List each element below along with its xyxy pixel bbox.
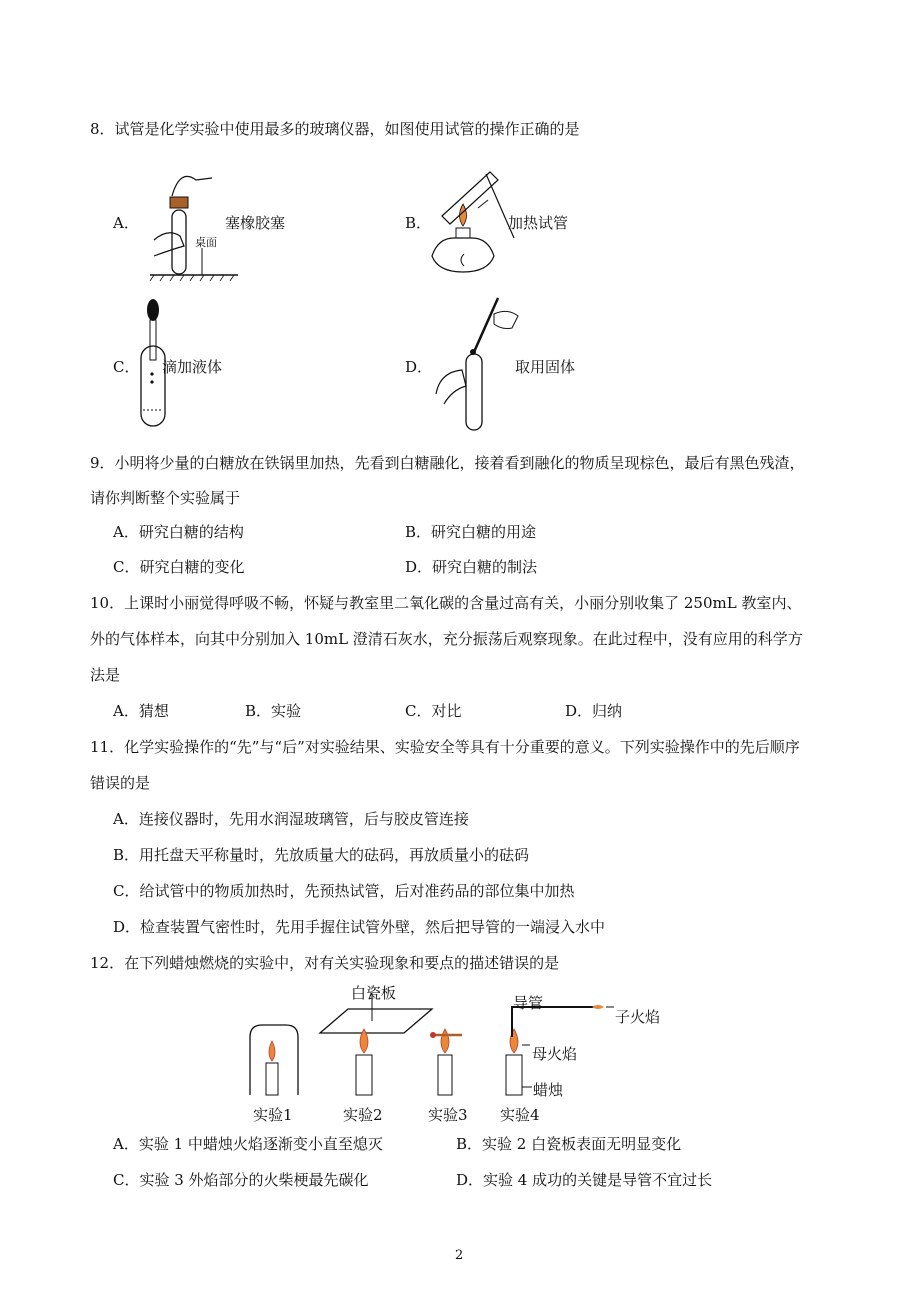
q12-label-candle: 蜡烛: [533, 1081, 564, 1099]
q11-option-a[interactable]: A．连接仪器时，先用水润湿玻璃管，后与胶皮管连接: [113, 810, 469, 828]
q12-label-tube: 导管: [513, 994, 544, 1012]
q11-option-b[interactable]: B．用托盘天平称量时，先放质量大的砝码，再放质量小的砝码: [113, 846, 530, 864]
q8-option-a-letter[interactable]: A．: [113, 214, 139, 232]
q11-stem-line2: 错误的是: [90, 774, 151, 792]
q12-label-mother-flame: 母火焰: [532, 1045, 578, 1063]
q10-stem-line1: 10．上课时小丽觉得呼吸不畅，怀疑与教室里二氧化碳的含量过高有关，小丽分别收集了 250mL 教室内、: [90, 594, 802, 612]
q8-figure-c-dropper: [138, 298, 168, 430]
q12-option-d[interactable]: D．实验 4 成功的关键是导管不宜过长: [456, 1171, 713, 1189]
q10-option-d[interactable]: D．归纳: [565, 702, 623, 720]
q9-option-d[interactable]: D．研究白糖的制法: [405, 558, 538, 576]
q12-stem: 12．在下列蜡烛燃烧的实验中，对有关实验现象和要点的描述错误的是: [90, 954, 560, 972]
q10-option-a[interactable]: A．猜想: [113, 702, 169, 720]
q8-option-c-caption: 滴加液体: [162, 358, 223, 376]
q12-label-exp1: 实验1: [253, 1106, 293, 1124]
q10-stem-line2: 外的气体样本，向其中分别加入 10mL 澄清石灰水，充分振荡后观察现象。在此过程中，没有应用的科学方: [90, 630, 803, 648]
q12-option-a[interactable]: A．实验 1 中蜡烛火焰逐渐变小直至熄灭: [113, 1135, 383, 1153]
q9-stem-line2: 请你判断整个实验属于: [90, 489, 241, 507]
q9-option-a[interactable]: A．研究白糖的结构: [113, 523, 244, 541]
q11-option-c[interactable]: C．给试管中的物质加热时，先预热试管，后对准药品的部位集中加热: [113, 882, 575, 900]
q8-option-d-caption: 取用固体: [515, 358, 576, 376]
q8-option-b-caption: 加热试管: [508, 214, 569, 232]
q8-figure-b-heating: [428, 168, 518, 280]
q12-option-b[interactable]: B．实验 2 白瓷板表面无明显变化: [456, 1135, 682, 1153]
q10-option-c[interactable]: C．对比: [405, 702, 462, 720]
q12-label-exp2: 实验2: [343, 1106, 383, 1124]
q12-label-child-flame: 子火焰: [615, 1008, 661, 1026]
q8-option-a-desk-label: 桌面: [195, 236, 217, 249]
q8-option-b-letter[interactable]: B．: [405, 214, 432, 232]
q12-label-exp4: 实验4: [500, 1106, 540, 1124]
q9-option-b[interactable]: B．研究白糖的用途: [405, 523, 537, 541]
q10-option-b[interactable]: B．实验: [245, 702, 302, 720]
q8-option-d-letter[interactable]: D．: [405, 358, 433, 376]
q9-stem-line1: 9．小明将少量的白糖放在铁锅里加热，先看到白糖融化，接着看到融化的物质呈现棕色，最后有黑色残渣，: [90, 454, 805, 472]
q12-option-c[interactable]: C．实验 3 外焰部分的火柴梗最先碳化: [113, 1171, 369, 1189]
q10-stem-line3: 法是: [90, 666, 121, 684]
page-number: 2: [455, 1248, 464, 1263]
q11-option-d[interactable]: D．检查装置气密性时，先用手握住试管外壁，然后把导管的一端浸入水中: [113, 918, 606, 936]
q8-option-a-caption: 塞橡胶塞: [225, 214, 286, 232]
q12-figure-candles: [240, 975, 720, 1135]
q8-option-c-letter[interactable]: C．: [113, 358, 140, 376]
q8-stem: 8．试管是化学实验中使用最多的玻璃仪器，如图使用试管的操作正确的是: [90, 120, 580, 138]
q8-figure-d-solid: [432, 294, 522, 434]
q11-stem-line1: 11．化学实验操作的“先”与“后”对实验结果、实验安全等具有十分重要的意义。下列实验操作中的先后顺序: [90, 738, 800, 756]
q9-option-c[interactable]: C．研究白糖的变化: [113, 558, 245, 576]
q12-label-plate: 白瓷板: [351, 984, 397, 1002]
q8-figure-a-stopper: [150, 160, 240, 285]
q12-label-exp3: 实验3: [428, 1106, 468, 1124]
